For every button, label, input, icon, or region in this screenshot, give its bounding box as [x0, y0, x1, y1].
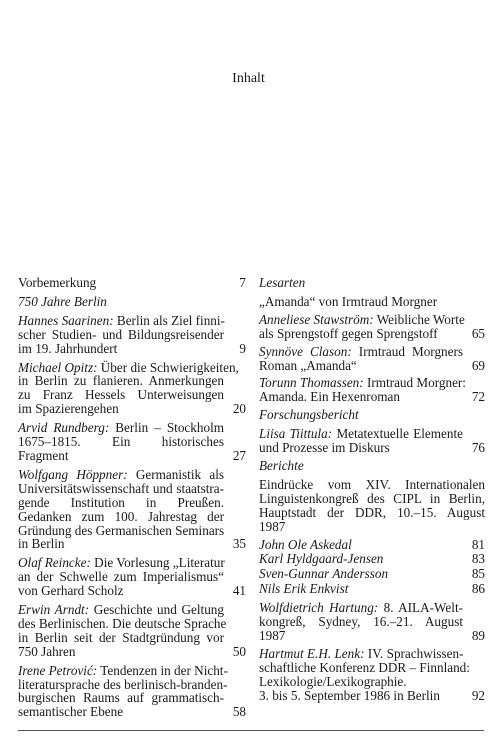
intro-line: „Amanda“ von Irmtraud Morgner: [259, 293, 438, 309]
entry-line: [18, 631, 224, 645]
left-column: [18, 276, 246, 724]
toc-entry[interactable]: [259, 427, 485, 455]
toc-entry[interactable]: [18, 421, 246, 463]
page-number: 50: [232, 643, 246, 659]
entry-title-line: in Berlin seit der Stadtgründung vor: [18, 629, 224, 645]
entry-title-line: literatursprache des berlinisch-branden-: [18, 676, 228, 692]
entry-title-line: 1987: [259, 627, 286, 643]
entry-line: [259, 629, 463, 643]
entry-title-line: Fragment: [18, 447, 69, 463]
entry-line: [259, 647, 463, 661]
entry-title-line: scher Studien- und Bildungsreisender: [18, 326, 224, 342]
entry-title-line: Gedanken zum 100. Jahrestag der: [18, 508, 224, 524]
entry-author: Wolfgang Höppner:: [18, 466, 128, 482]
entry-title-line: im 19. Jahrhundert: [18, 340, 118, 356]
entry-line: [18, 314, 224, 328]
entry-line: [18, 584, 224, 598]
entry-line: [18, 402, 224, 416]
entry-title-line: Amanda. Ein Hexenroman: [259, 389, 400, 405]
entry-title-line: burgischen Raums auf grammatisch-: [18, 690, 224, 706]
right-column: [259, 276, 485, 706]
entry-author: Anneliese Stawström:: [259, 311, 374, 327]
toc-entry[interactable]: [259, 567, 485, 581]
entry-title-line: des Berlinischen. Die deutsche Sprache: [18, 615, 227, 631]
entry-line: [18, 359, 239, 375]
entry-line: [259, 327, 463, 341]
entry-line: [259, 659, 470, 675]
intro-line: 1987: [259, 518, 286, 534]
toc-entry[interactable]: [18, 361, 246, 417]
page-number: 20: [232, 401, 246, 417]
entry-title-line: Metatextuelle Elemente: [336, 426, 463, 442]
entry-title-line: Lexikologie/Lexikographie.: [259, 673, 407, 689]
page-number: 72: [471, 389, 485, 405]
entry-author: Hannes Saarinen:: [18, 312, 114, 328]
entry-title-line: Germanistik als: [135, 466, 224, 482]
toc-entry[interactable]: [259, 552, 485, 566]
entry-text: [18, 468, 246, 551]
entry-line: [259, 390, 463, 404]
toc-entry[interactable]: [18, 664, 246, 720]
page-number: 41: [232, 583, 246, 599]
entry-title-line: Tendenzen in der Nicht-: [100, 662, 228, 678]
entry-title-line: 750 Jahren: [18, 643, 76, 659]
toc-entry[interactable]: [259, 376, 485, 404]
entry-line: [18, 449, 224, 463]
entry-line: [259, 689, 463, 703]
entry-line: [18, 556, 224, 570]
entry-title-line: Gründung des Germanischen Seminars: [18, 522, 225, 538]
entry-line: [18, 468, 224, 482]
entry-title-line: zu Franz Hessels Unterweisungen: [18, 387, 224, 403]
entry-title-line: gende Institution in Preußen.: [18, 494, 224, 510]
entry-title-line: Geschichte und Geltung: [93, 602, 224, 618]
entry-text: [259, 601, 485, 643]
bottom-rule: [18, 730, 484, 731]
section-heading-lesarten: Lesarten: [259, 275, 306, 290]
entry-title-line: Irmtraud Morgners: [358, 343, 464, 359]
entry-line: [18, 510, 224, 524]
entry-author: Synnöve Clason:: [259, 343, 352, 359]
toc-entry[interactable]: [259, 313, 485, 341]
entry-line: [18, 615, 227, 631]
entry-title-line: 8. AILA-Welt-: [383, 600, 463, 616]
entry-title-line: Irmtraud Morgner:: [366, 375, 466, 391]
entry-line: [18, 482, 224, 496]
entry-author: Torunn Thomassen:: [259, 375, 364, 391]
entry-line: [18, 705, 224, 719]
entry-line: [259, 615, 463, 629]
entry-text: [18, 556, 246, 598]
entry-text: [18, 361, 246, 417]
entry-line: [18, 691, 224, 705]
entry-title-line: in Berlin zu flanieren. Anmerkungen: [18, 373, 224, 389]
entry-author: Wolfdietrich Hartung:: [259, 600, 379, 616]
entry-author: Erwin Arndt:: [18, 602, 90, 618]
entry-title-line: als Sprengstoff gegen Sprengstoff: [259, 325, 438, 341]
page-number: 76: [471, 440, 485, 456]
left-entries: [18, 314, 246, 719]
entry-author: Michael Opitz:: [18, 359, 98, 375]
section-heading-forschungsbericht: Forschungsbericht: [259, 407, 359, 423]
page-title: Inhalt: [232, 71, 265, 86]
entry-title-line: Roman „Amanda“: [259, 357, 357, 373]
page-number: 65: [471, 325, 485, 341]
entry-title-line: Die Vorlesung „Literatur: [94, 555, 225, 571]
page-number: 81: [471, 536, 485, 552]
entry-line: [18, 603, 224, 617]
entry-title-line: kongreß, Sydney, 16.–21. August: [259, 613, 463, 629]
entry-text: [18, 314, 246, 356]
entry-title-line: im Spazierengehen: [18, 401, 119, 417]
entry-line: [259, 375, 466, 391]
entry-line: [18, 524, 224, 538]
foreword-label: Vorbemerkung: [18, 275, 97, 290]
entry-title-line: schaftliche Konferenz DDR – Finnland:: [259, 659, 470, 675]
entry-line: [18, 645, 224, 659]
page-number: 69: [471, 357, 485, 373]
entry-title-line: Universitätswissenschaft und staatstra-: [18, 480, 224, 496]
intro-line: Eindrücke vom XIV. Internationalen: [259, 476, 485, 492]
entry-line: [259, 441, 463, 455]
foreword-entry[interactable]: [18, 276, 246, 290]
entry-author: Liisa Tiittula:: [259, 426, 333, 442]
entry-author: Irene Petrović:: [18, 662, 98, 678]
entry-title-line: 1675–1815. Ein historisches: [18, 434, 224, 450]
entry-line: [18, 496, 224, 510]
entry-title-line: von Gerhard Scholz: [18, 583, 124, 599]
entry-title-line: 3. bis 5. September 1986 in Berlin: [259, 687, 440, 703]
page-number: 85: [471, 566, 485, 582]
forschung-entries: [259, 427, 485, 455]
entry-line: [259, 427, 463, 441]
entry-line: [18, 421, 224, 435]
page-number: 7: [239, 275, 246, 290]
berichte-entries: [259, 601, 485, 702]
entry-line: [18, 662, 228, 678]
toc-entry[interactable]: [18, 603, 246, 659]
toc-entry[interactable]: [18, 556, 246, 598]
page-number: 9: [239, 340, 246, 356]
entry-author: Arvid Rundberg:: [18, 420, 110, 436]
page-number: 27: [232, 447, 246, 463]
entry-author: Hartmut E.H. Lenk:: [259, 645, 365, 661]
toc-entry[interactable]: [259, 538, 485, 552]
entry-author: Karl Hyldgaard-Jensen: [259, 551, 384, 567]
entry-title-line: Weibliche Worte: [376, 311, 465, 327]
entry-line: [18, 537, 224, 551]
section-heading-berichte: Berichte: [259, 457, 304, 473]
berichte-short-list: [259, 538, 485, 597]
entry-author: Olaf Reincke:: [18, 555, 91, 571]
entry-title-line: in Berlin: [18, 536, 65, 552]
intro-line: Hauptstadt der DDR, 10.–15. August: [259, 504, 485, 520]
toc-entry[interactable]: [18, 314, 246, 356]
entry-line: [18, 342, 224, 356]
entry-author: Sven-Gunnar Andersson: [259, 566, 389, 582]
entry-text: [259, 345, 485, 373]
entry-title-line: Über die Schwierigkeiten,: [100, 359, 239, 375]
toc-entry[interactable]: [259, 582, 485, 596]
lesarten-intro: [259, 295, 485, 309]
entry-text: [259, 427, 485, 455]
entry-line: [18, 570, 224, 584]
entry-line: [259, 359, 463, 373]
toc-entry[interactable]: [259, 345, 485, 373]
toc-entry[interactable]: [18, 468, 246, 551]
entry-author: Nils Erik Enkvist: [259, 581, 349, 597]
entry-text: [259, 376, 485, 404]
entry-title-line: IV. Sprachwissen-: [367, 645, 464, 661]
entry-title-line: semantischer Ebene: [18, 704, 124, 720]
entry-line: [259, 675, 463, 689]
entry-text: [18, 603, 246, 659]
intro-line: Linguistenkongreß des CIPL in Berlin,: [259, 490, 485, 506]
lesarten-entries: [259, 313, 485, 404]
entry-text: [18, 421, 246, 463]
entry-line: [259, 601, 463, 615]
entry-line: [18, 374, 224, 388]
page-number: 86: [471, 581, 485, 597]
page-number: 89: [471, 627, 485, 643]
section-heading-750-jahre-berlin: 750 Jahre Berlin: [18, 293, 107, 309]
entry-text: [18, 664, 246, 720]
page-number: 58: [232, 704, 246, 720]
entry-line: [259, 313, 463, 327]
entry-text: [259, 647, 485, 703]
entry-title-line: Berlin – Stockholm: [115, 420, 224, 436]
toc-entry[interactable]: [259, 647, 485, 703]
page-number: 92: [471, 687, 485, 703]
entry-text: [259, 313, 485, 341]
entry-line: [18, 328, 224, 342]
entry-title-line: und Prozesse im Diskurs: [259, 440, 390, 456]
toc-entry[interactable]: [259, 601, 485, 643]
page-number: 35: [232, 536, 246, 552]
entry-line: [18, 388, 224, 402]
entry-title-line: Berlin als Ziel finni-: [116, 312, 225, 328]
entry-line: [18, 435, 224, 449]
page-number: 83: [471, 551, 485, 567]
entry-author: John Ole Askedal: [259, 536, 352, 552]
entry-line: [259, 345, 463, 359]
entry-line: [18, 676, 228, 692]
entry-title-line: an der Schwelle zum Imperialismus“: [18, 569, 224, 585]
berichte-intro: [259, 478, 485, 534]
